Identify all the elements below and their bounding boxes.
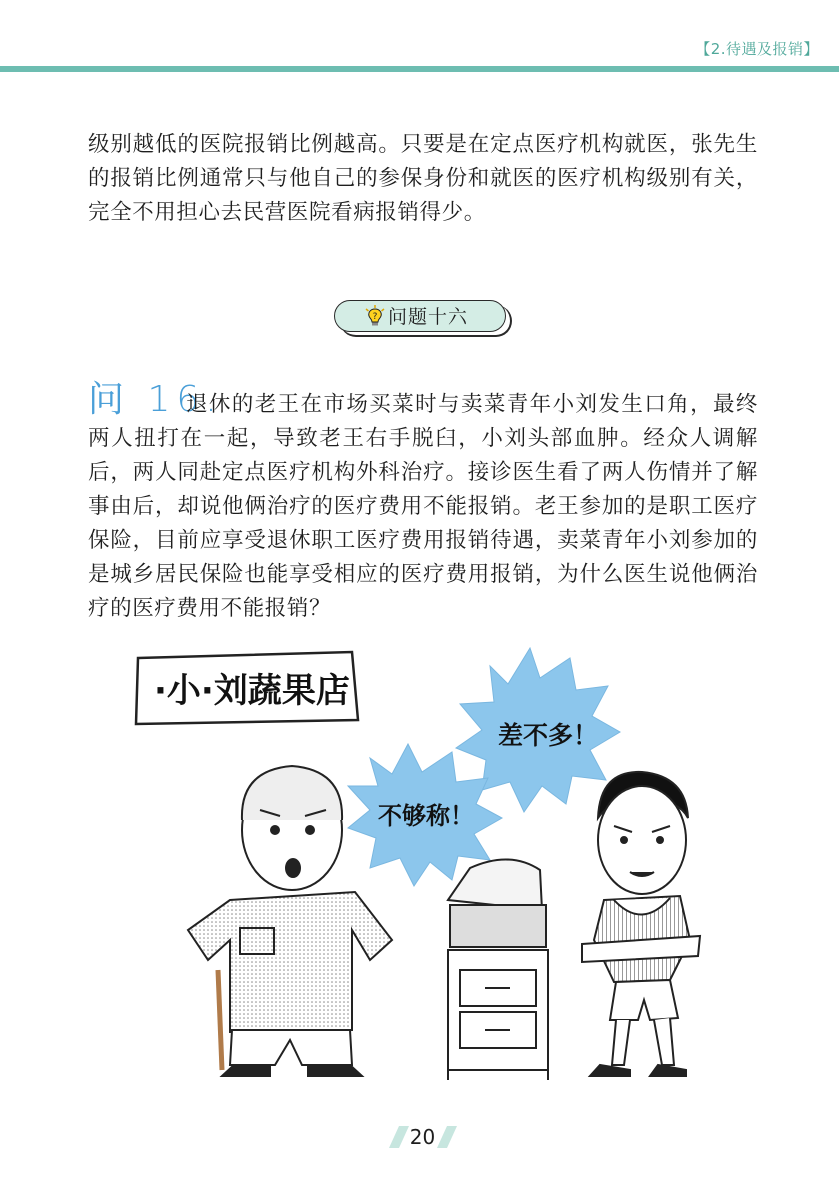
cartoon-illustration [130,640,710,1085]
question-text: 退休的老王在市场买菜时与卖菜青年小刘发生口角，最终两人扭打在一起，导致老王右手脱臼，小刘头部血肿。经众人调解后，两人同赴定点医疗机构外科治疗。接诊医生看了两人伤情并了解事由后，却说他俩治疗的医疗费用不能报销。老王参加的是职工医疗保险，目前应享受退休职工医疗费用报销待遇，卖菜青年小刘参加的是城乡居民保险也能享受相应的医疗费用报销，为什么医生说他俩治疗的医疗费用不能报销？ [88,392,758,621]
bubble-right-text: 差不多！ [498,721,599,750]
young-man-figure [582,772,700,1076]
header-bar [0,66,839,72]
bubble-left-text: 不够称！ [378,802,474,830]
page-number: 20 [409,1125,436,1149]
vegetable-stall [448,859,548,1080]
intro-paragraph: 级别越低的医院报销比例越高。只要是在定点医疗机构就医，张先生的报销比例通常只与他自己的参保身份和就医的医疗机构级别有关，完全不用担心去民营医院看病报销得少。 [88,132,758,225]
lightbulb-icon [364,305,386,329]
shop-sign-text: ·小·刘蔬果店 [154,671,350,711]
old-man-figure [188,766,392,1076]
svg-text:?: ? [372,312,378,322]
question-marker: 问 16. [88,379,223,420]
shop-sign [136,652,358,724]
badge-label: 问题十六 [388,306,469,328]
chapter-label: 【2.待遇及报销】 [695,40,819,58]
question-badge [334,300,510,336]
page-footer [385,1124,460,1150]
